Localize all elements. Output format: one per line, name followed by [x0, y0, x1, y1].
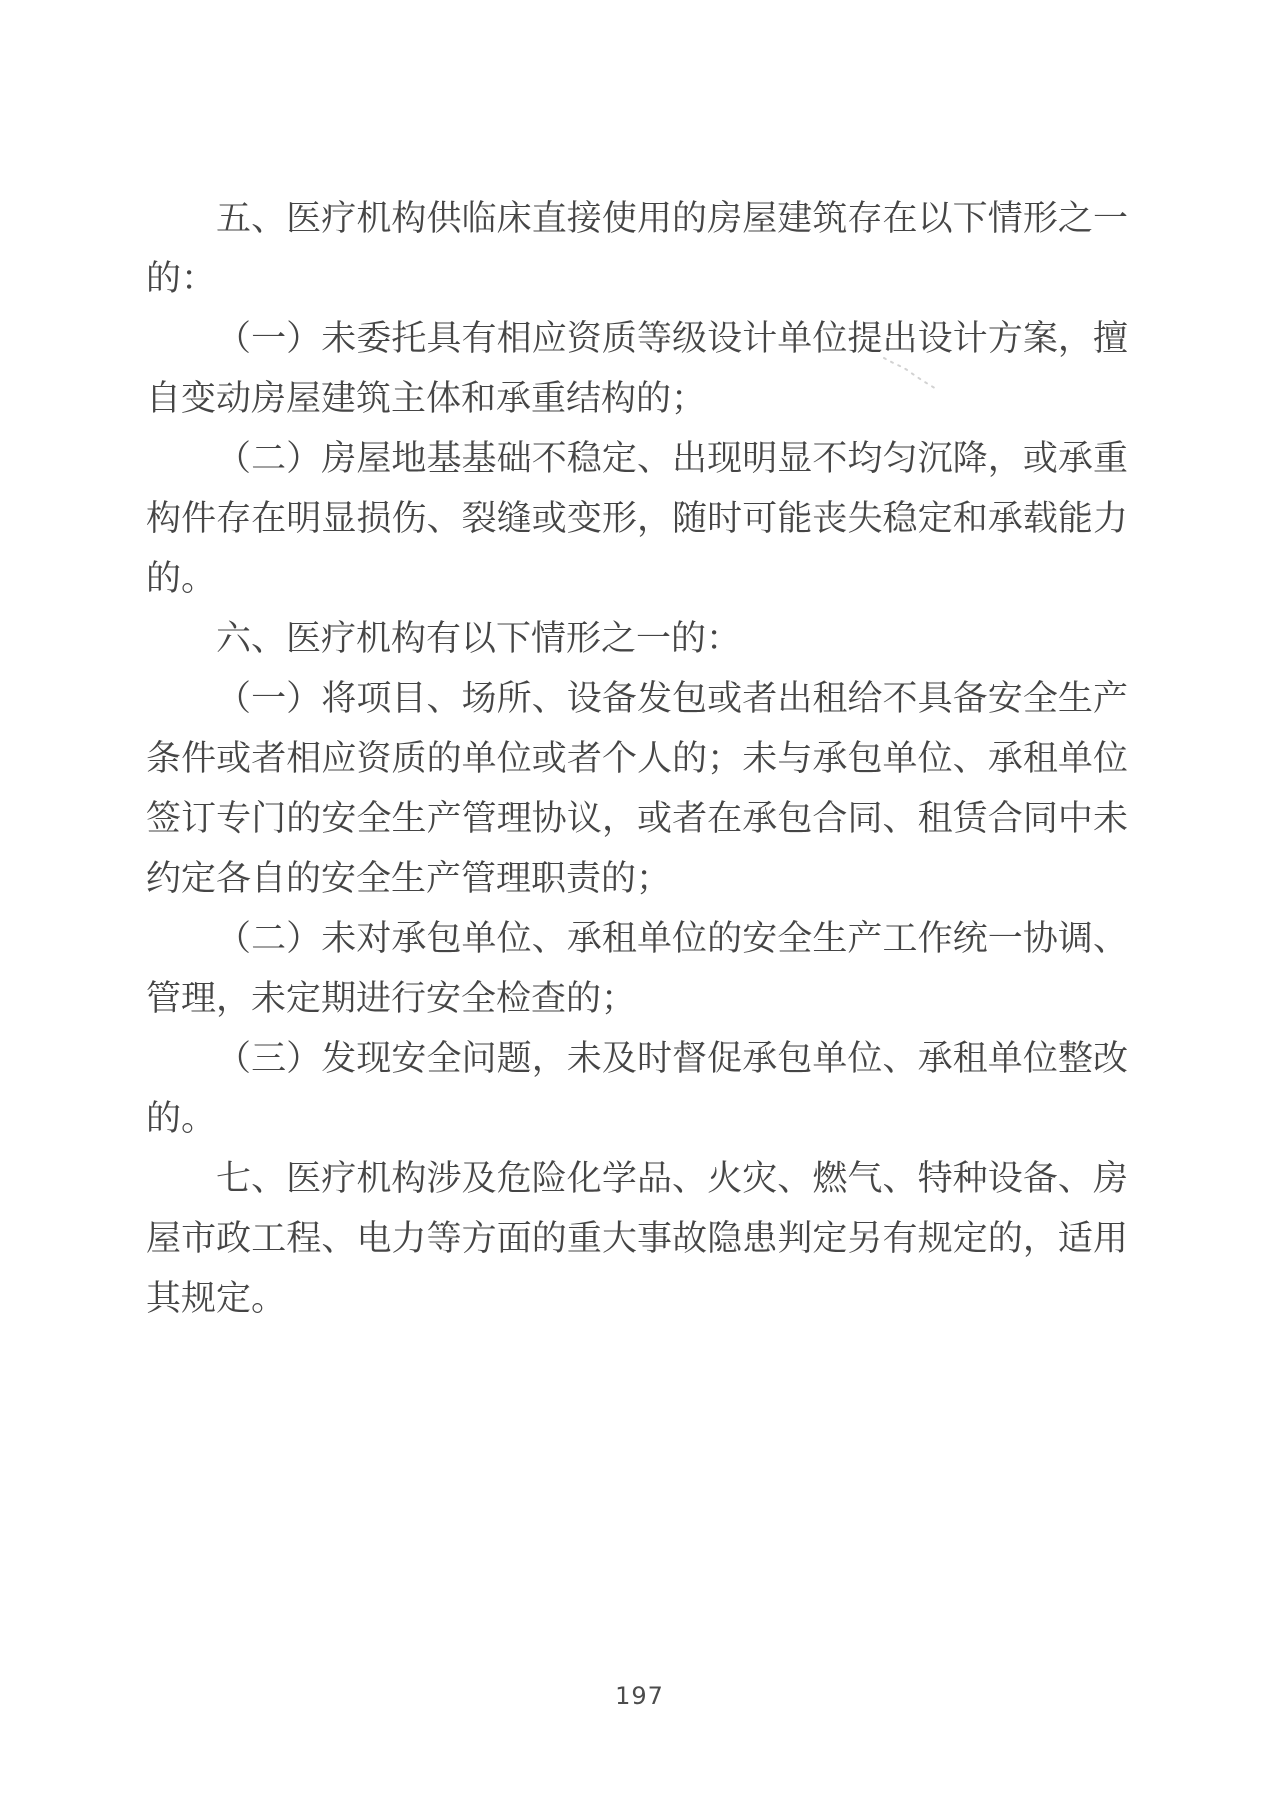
paragraph-item-6-2: （二）未对承包单位、承租单位的安全生产工作统一协调、管理，未定期进行安全检查的；	[146, 919, 1128, 1018]
paragraph-item-6-3: （三）发现安全问题，未及时督促承包单位、承租单位整改的。	[146, 1039, 1128, 1138]
paragraph-item-5-2: （二）房屋地基基础不稳定、出现明显不均匀沉降，或承重构件存在明显损伤、裂缝或变形，随时可能丧失稳定和承载能力的。	[146, 439, 1128, 598]
paragraph-item-5-1: （一）未委托具有相应资质等级设计单位提出设计方案，擅自变动房屋建筑主体和承重结构的；	[146, 319, 1128, 418]
paragraph-item-7: 七、医疗机构涉及危险化学品、火灾、燃气、特种设备、房屋市政工程、电力等方面的重大事故隐患判定另有规定的，适用其规定。	[146, 1159, 1128, 1318]
paragraph-item-6: 六、医疗机构有以下情形之一的：	[216, 619, 742, 658]
paragraph-item-6-1: （一）将项目、场所、设备发包或者出租给不具备安全生产条件或者相应资质的单位或者个人的；未与承包单位、承租单位签订专门的安全生产管理协议，或者在承包合同、租赁合同中未约定各自的安全生产管理职责的；	[146, 679, 1128, 898]
document-body	[146, 189, 1128, 1329]
page-number: 197	[615, 1682, 664, 1710]
paragraph-item-5: 五、医疗机构供临床直接使用的房屋建筑存在以下情形之一的：	[146, 199, 1128, 298]
